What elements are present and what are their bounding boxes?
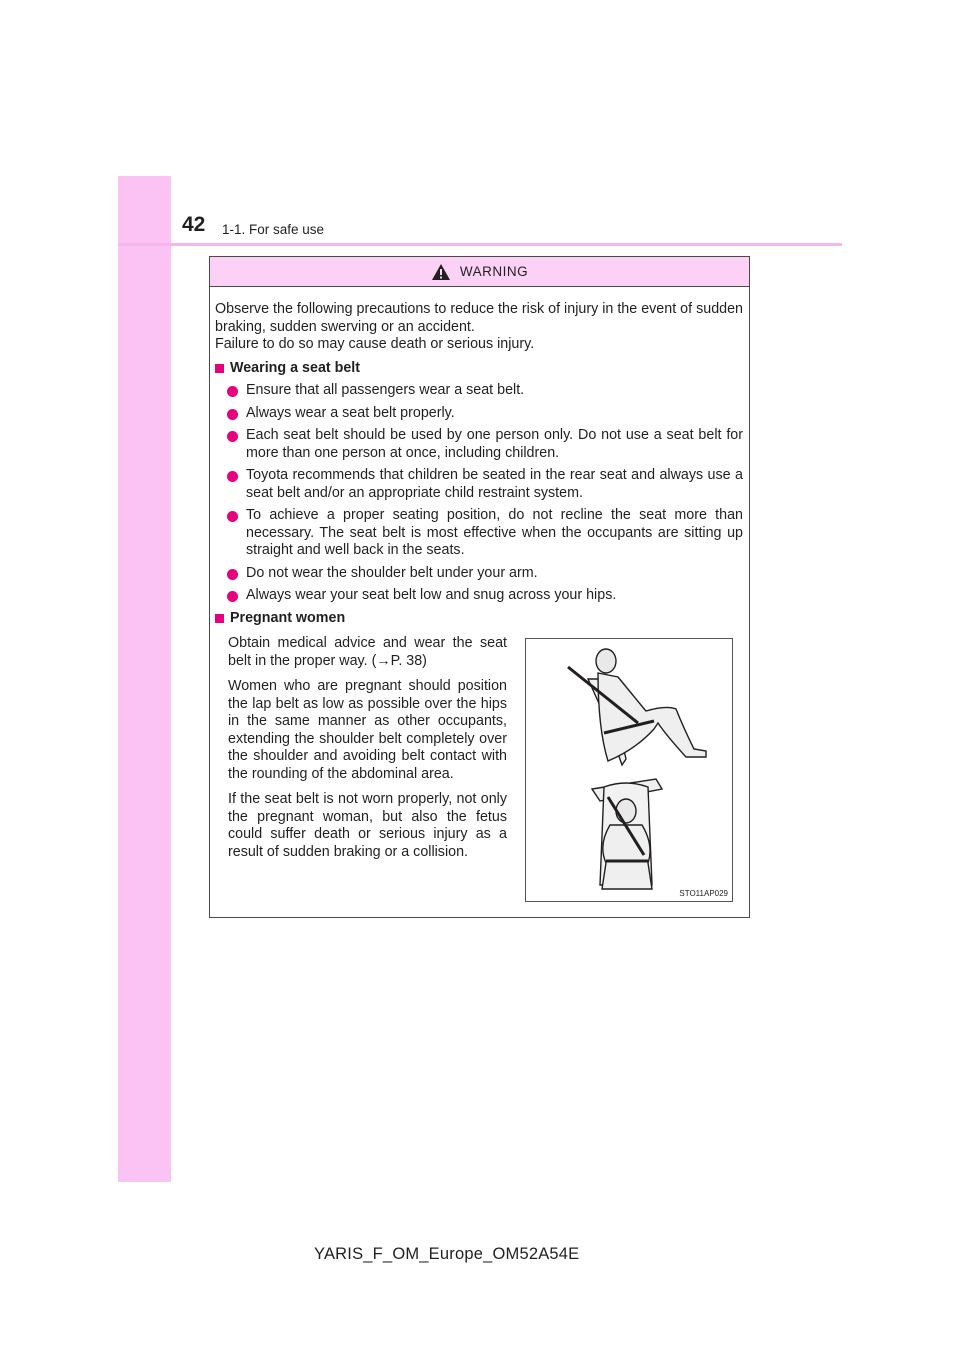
list-item-text: Always wear a seat belt properly. bbox=[246, 404, 455, 421]
intro-line: Failure to do so may cause death or serious injury. bbox=[215, 336, 535, 352]
pregnant-paragraph: If the seat belt is not worn properly, not only the pregnant woman, but also the fetus could suffer death or serious injury as a result of sudden braking or a collision. bbox=[228, 791, 507, 860]
bullet-dot-icon bbox=[227, 386, 238, 397]
subheading-label: Wearing a seat belt bbox=[230, 359, 361, 376]
subheading-label: Pregnant women bbox=[230, 609, 346, 626]
bullet-dot-icon bbox=[227, 569, 238, 580]
warning-body bbox=[210, 287, 749, 627]
pregnant-paragraph: Women who are pregnant should position the lap belt as low as possible over the hips in the same manner as other occupants, extending the shoulder belt completely over the shoulder and avoiding belt contact with the rounding of the abdominal area. bbox=[228, 678, 507, 782]
list-item bbox=[215, 427, 743, 462]
list-item-text: Always wear your seat belt low and snug across your hips. bbox=[246, 587, 617, 603]
list-item bbox=[215, 565, 743, 583]
list-item bbox=[215, 405, 743, 423]
square-bullet-icon bbox=[215, 614, 224, 623]
pregnant-text bbox=[228, 635, 507, 869]
list-item bbox=[215, 382, 743, 400]
list-item-text: Toyota recommends that children be seated in the rear seat and always use a seat belt and/or an appropriate child restraint system. bbox=[246, 467, 743, 501]
page-number: 42 bbox=[182, 213, 206, 236]
list-item-text: Ensure that all passengers wear a seat belt. bbox=[246, 382, 525, 398]
bullet-dot-icon bbox=[227, 431, 238, 442]
warning-intro bbox=[215, 301, 743, 354]
list-item bbox=[215, 587, 743, 605]
side-tab bbox=[118, 176, 171, 1182]
bullet-dot-icon bbox=[227, 511, 238, 522]
pregnant-paragraph: Obtain medical advice and wear the seat belt in the proper way. (→P. 38) bbox=[228, 635, 507, 669]
seatbelt-illustration bbox=[525, 638, 733, 902]
bullet-dot-icon bbox=[227, 409, 238, 420]
subheading-pregnant bbox=[215, 610, 743, 628]
list-item bbox=[215, 467, 743, 502]
intro-line: Observe the following precautions to reduce the risk of injury in the event of sudden braking, sudden swerving or an accident. bbox=[215, 301, 743, 335]
warning-header bbox=[210, 257, 749, 287]
subheading-seatbelt bbox=[215, 360, 743, 378]
list-item-text: Each seat belt should be used by one person only. Do not use a seat belt for more than one person at once, including children. bbox=[246, 427, 743, 461]
section-title: 1-1. For safe use bbox=[222, 222, 325, 237]
seatbelt-list bbox=[215, 382, 743, 605]
square-bullet-icon bbox=[215, 364, 224, 373]
warning-label: WARNING bbox=[459, 264, 529, 279]
list-item-text: To achieve a proper seating position, do not recline the seat more than necessary. The seat belt is most effective when the occupants are sitting up straight and well back in the seats. bbox=[246, 507, 743, 558]
bullet-dot-icon bbox=[227, 591, 238, 602]
list-item-text: Do not wear the shoulder belt under your arm. bbox=[246, 564, 538, 581]
footer-doc-id: YARIS_F_OM_Europe_OM52A54E bbox=[314, 1245, 580, 1263]
warning-triangle-icon bbox=[431, 263, 451, 281]
illustration-code: STO11AP029 bbox=[679, 889, 728, 898]
header-rule bbox=[118, 243, 842, 246]
list-item bbox=[215, 507, 743, 560]
pregnant-seatbelt-drawing bbox=[526, 639, 732, 901]
bullet-dot-icon bbox=[227, 471, 238, 482]
